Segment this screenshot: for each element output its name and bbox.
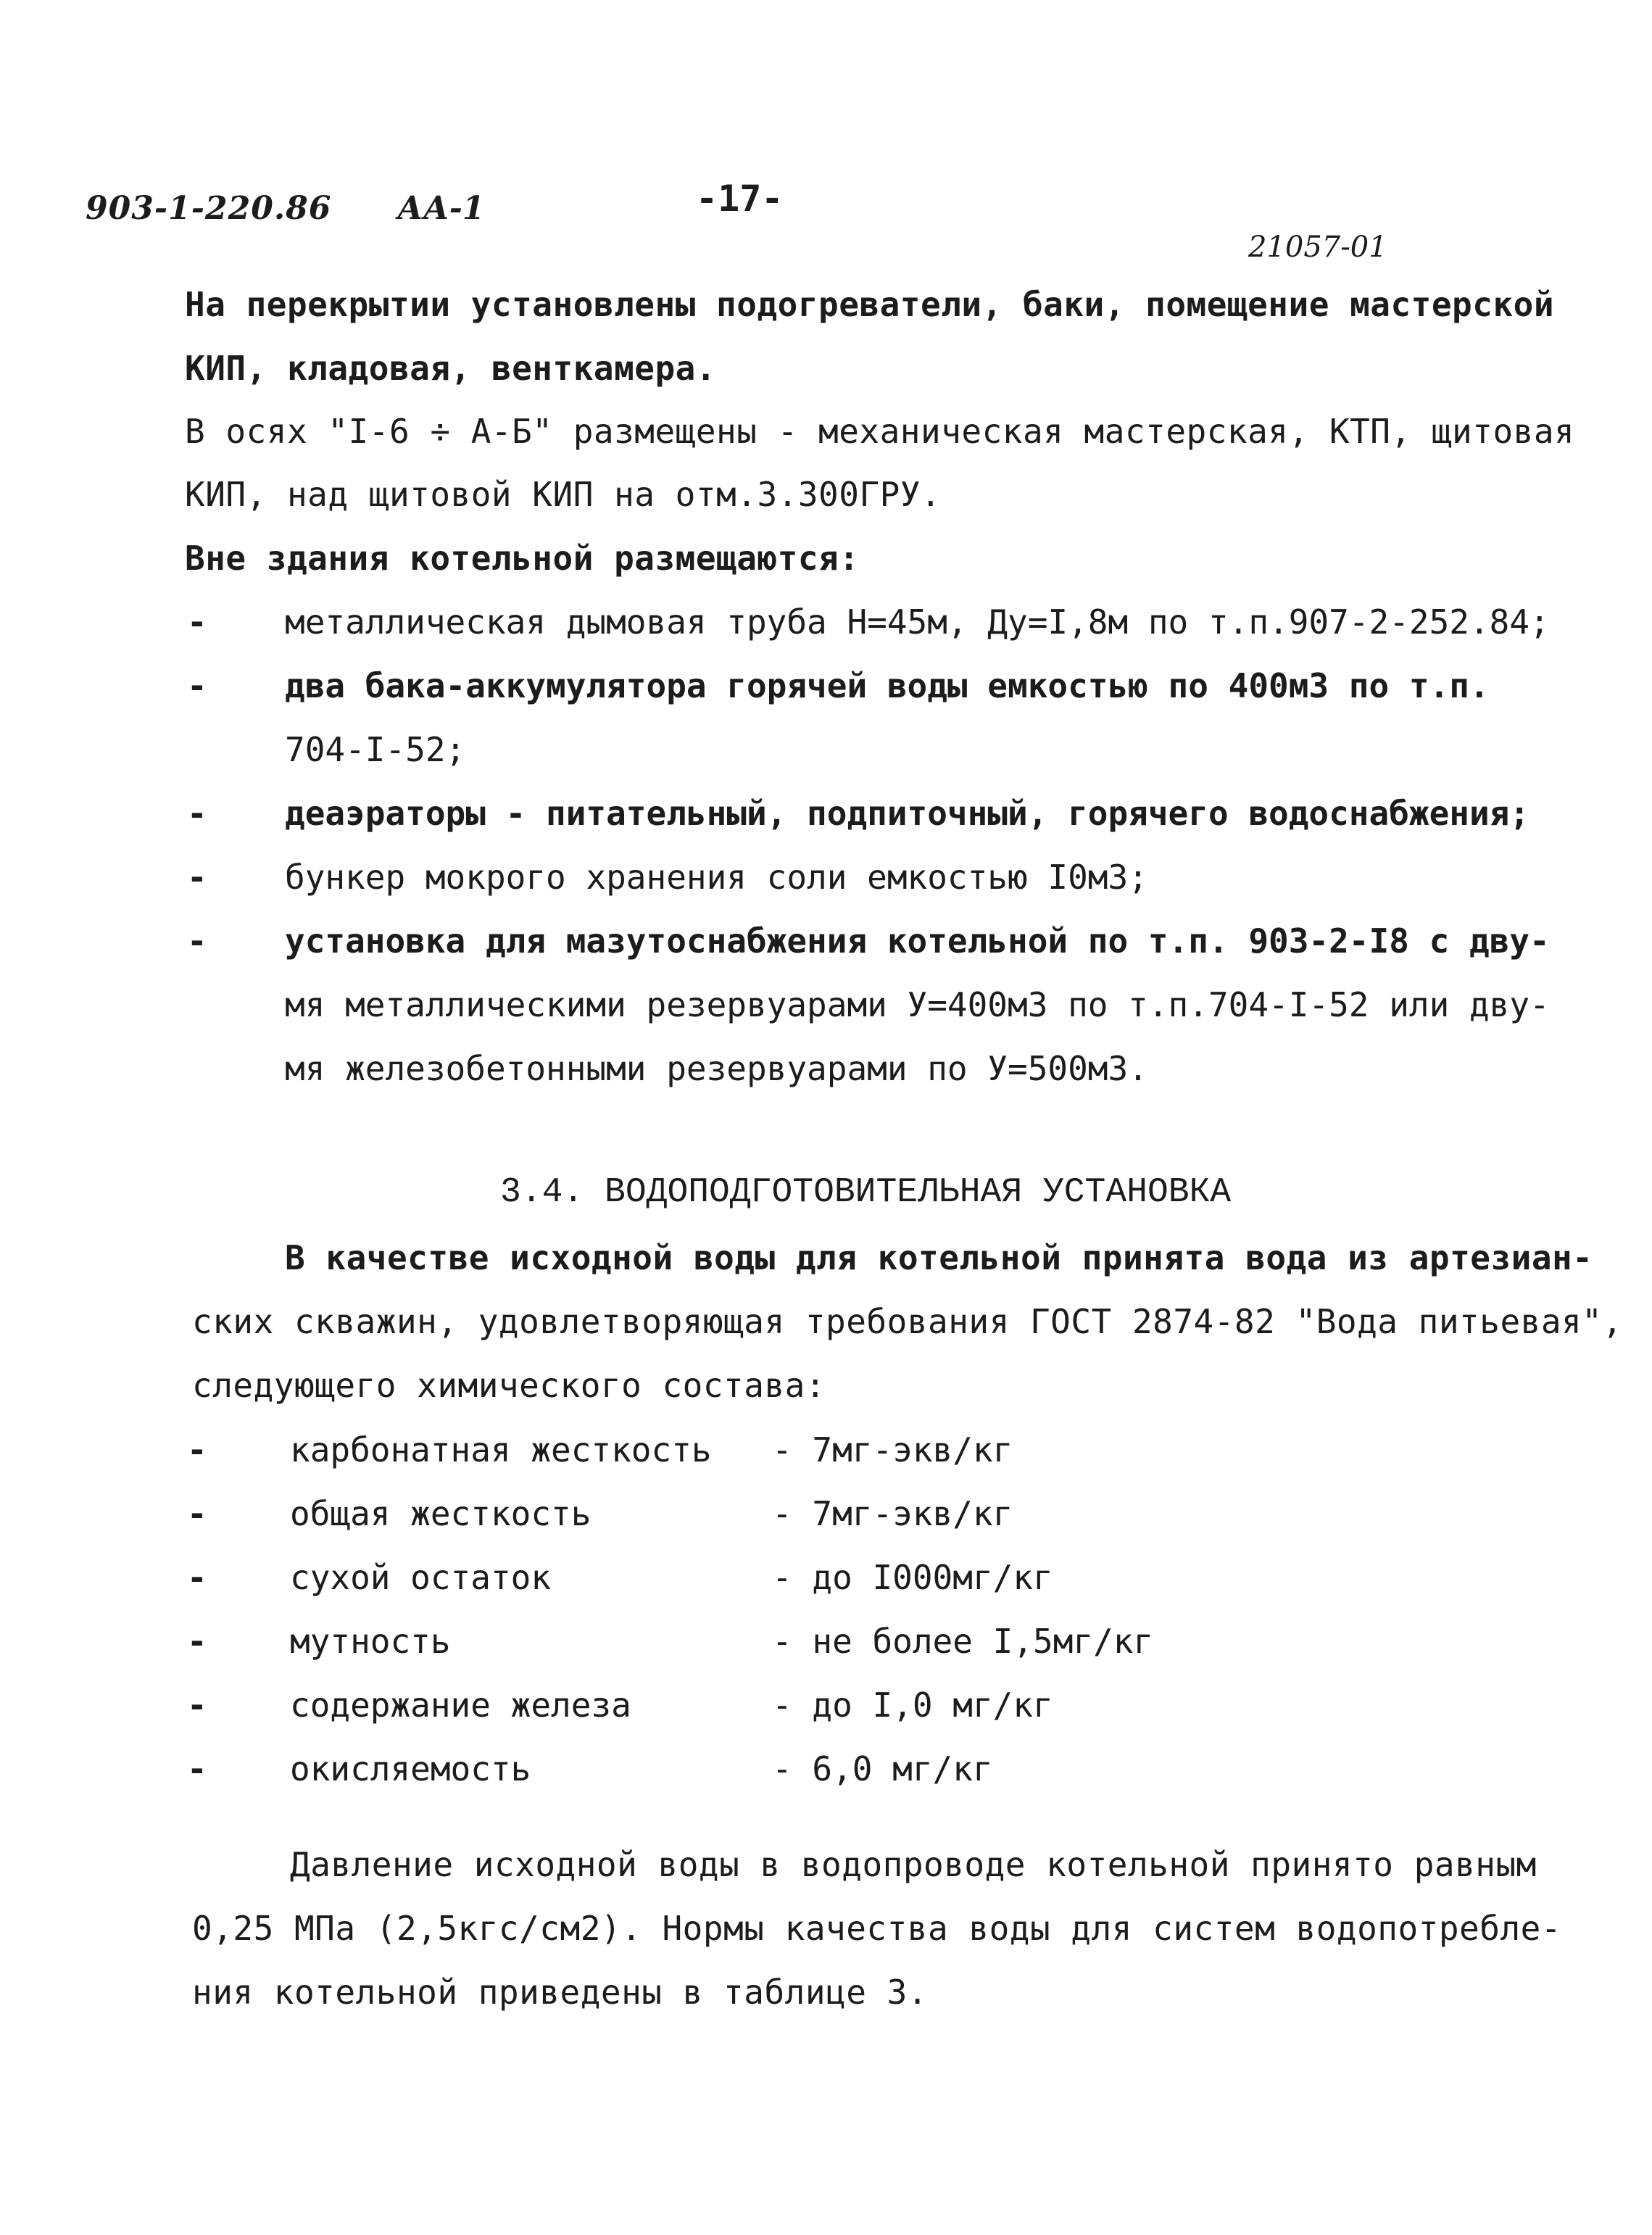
- list-item: мя металлическими резервуарами У=400м3 по т.п.704-I-52 или дву-: [285, 985, 1550, 1024]
- composition-value: - не более I,5мг/кг: [772, 1622, 1154, 1661]
- list-item: металлическая дымовая труба Н=45м, Ду=I,8м по т.п.907-2-252.84;: [285, 602, 1550, 642]
- bullet-dash: -: [187, 794, 207, 833]
- composition-name: карбонатная жесткость: [290, 1430, 712, 1469]
- list-item: бункер мокрого хранения соли емкостью I0м3;: [285, 858, 1148, 897]
- bullet-dash: -: [187, 666, 207, 705]
- bullet-dash: -: [187, 1494, 207, 1533]
- page-number: -17-: [696, 178, 784, 220]
- bullet-dash: -: [187, 858, 207, 897]
- list-item: деаэраторы - питательный, подпиточный, горячего водоснабжения;: [285, 794, 1530, 833]
- composition-value: - до I000мг/кг: [772, 1558, 1053, 1597]
- document-code: 903-1-220.86: [86, 190, 332, 227]
- bullet-dash: -: [187, 1622, 207, 1661]
- bullet-dash: -: [187, 1749, 207, 1788]
- list-item: установка для мазутоснабжения котельной по т.п. 903-2-I8 с дву-: [285, 921, 1550, 961]
- composition-value: - до I,0 мг/кг: [772, 1685, 1053, 1725]
- composition-value: - 7мг-экв/кг: [772, 1430, 1013, 1469]
- composition-name: содержание железа: [290, 1685, 631, 1725]
- paragraph-line: В осях "I-6 ÷ А-Б" размещены - механическая мастерская, КТП, щитовая: [185, 412, 1575, 451]
- list-item: два бака-аккумулятора горячей воды емкостью по 400м3 по т.п.: [285, 666, 1490, 705]
- bullet-dash: -: [187, 1558, 207, 1597]
- paragraph-line: следующего химического состава:: [192, 1366, 826, 1405]
- bullet-dash: -: [187, 1685, 207, 1725]
- bullet-dash: -: [187, 921, 207, 961]
- paragraph-line: Вне здания котельной размещаются:: [185, 539, 860, 578]
- list-item: мя железобетонными резервуарами по У=500м3.: [285, 1049, 1148, 1088]
- composition-name: окисляемость: [290, 1749, 531, 1788]
- composition-name: общая жесткость: [290, 1494, 592, 1533]
- paragraph-line: На перекрытии установлены подогреватели, баки, помещение мастерской: [185, 285, 1555, 324]
- paragraph-line: ния котельной приведены в таблице 3.: [192, 1973, 928, 2012]
- composition-value: - 6,0 мг/кг: [772, 1749, 993, 1788]
- composition-value: - 7мг-экв/кг: [772, 1494, 1013, 1533]
- paragraph-line: ских скважин, удовлетворяющая требования ГОСТ 2874-82 "Вода питьевая",: [192, 1302, 1623, 1341]
- section-heading: 3.4. ВОДОПОДГОТОВИТЕЛЬНАЯ УСТАНОВКА: [500, 1173, 1232, 1212]
- bullet-dash: -: [187, 1430, 207, 1469]
- bullet-dash: -: [187, 602, 207, 642]
- paragraph-line: 0,25 МПа (2,5кгс/см2). Нормы качества воды для систем водопотребле-: [192, 1909, 1562, 1948]
- paragraph-line: КИП, кладовая, венткамера.: [185, 349, 717, 388]
- paragraph-line: Давление исходной воды в водопроводе котельной принято равным: [290, 1845, 1537, 1884]
- composition-name: сухой остаток: [290, 1558, 552, 1597]
- composition-name: мутность: [290, 1622, 451, 1661]
- list-item: 704-I-52;: [285, 730, 466, 769]
- paragraph-line: В качестве исходной воды для котельной принята вода из артезиан-: [285, 1238, 1593, 1277]
- album-mark: АА-1: [397, 190, 485, 227]
- paragraph-line: КИП, над щитовой КИП на отм.3.300ГРУ.: [185, 475, 942, 514]
- archive-number: 21057-01: [1248, 231, 1387, 264]
